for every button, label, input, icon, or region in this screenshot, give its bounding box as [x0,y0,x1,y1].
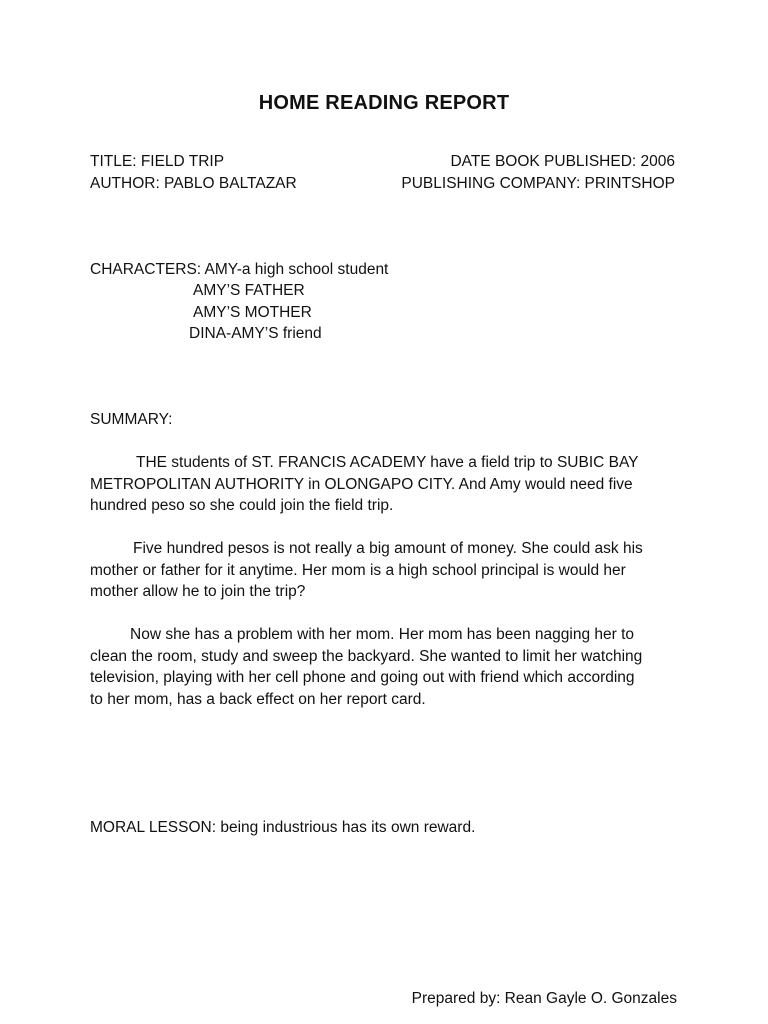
paragraph-line: METROPOLITAN AUTHORITY in OLONGAPO CITY. And Amy would need five [90,475,633,493]
author-line: AUTHOR: PABLO BALTAZAR [90,175,297,192]
paragraph-line: Now she has a problem with her mom. Her mom has been nagging her to [130,626,634,643]
book-title-line: TITLE: FIELD TRIP [90,153,225,170]
summary-paragraph-3 [90,624,680,710]
summary-paragraph-1 [90,452,680,517]
characters-label-line: CHARACTERS: AMY-a high school student [90,261,389,278]
paragraph-line: mother allow he to join the trip? [90,583,306,600]
character-item: DINA-AMY’S friend [189,325,322,342]
date-published-line: DATE BOOK PUBLISHED: 2006 [450,153,675,170]
paragraph-line: hundred peso so she could join the field trip. [90,497,394,514]
paragraph-line: THE students of ST. FRANCIS ACADEMY have a field trip to SUBIC BAY [136,454,639,471]
summary-paragraph-2 [90,538,680,603]
paragraph-line: Five hundred pesos is not really a big amount of money. She could ask his [133,540,643,557]
paragraph-line: to her mom, has a back effect on her report card. [90,690,426,708]
paragraph-line: clean the room, study and sweep the backyard. She wanted to limit her watching [90,647,643,665]
paragraph-line: television, playing with her cell phone and going out with friend which according [90,669,635,686]
character-item: AMY’S FATHER [193,282,305,299]
page-title: HOME READING REPORT [258,92,510,114]
moral-lesson: MORAL LESSON: being industrious has its own reward. [90,819,476,836]
prepared-by: Prepared by: Rean Gayle O. Gonzales [411,990,677,1007]
character-item: AMY’S MOTHER [193,304,312,321]
summary-heading: SUMMARY: [90,411,173,428]
publisher-line: PUBLISHING COMPANY: PRINTSHOP [401,175,675,192]
paragraph-line: mother or father for it anytime. Her mom is a high school principal is would her [90,561,626,579]
